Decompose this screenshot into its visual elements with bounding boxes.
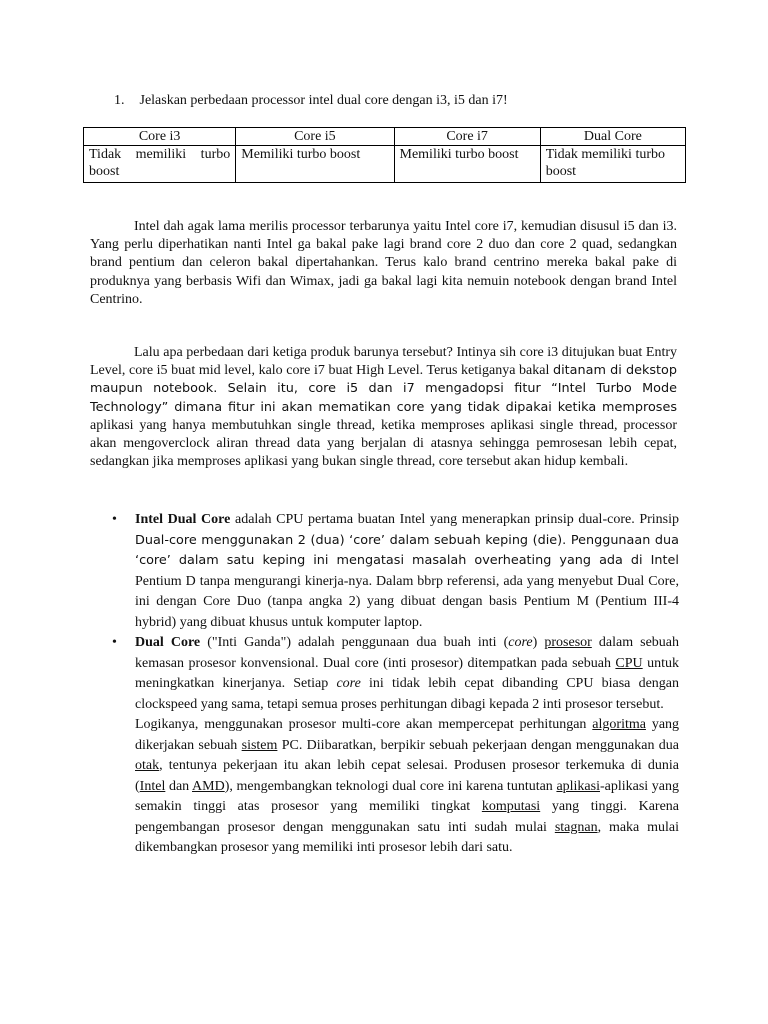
- question-text: Jelaskan perbedaan processor intel dual core dengan i3, i5 dan i7!: [139, 93, 508, 108]
- list-text: Pentium D tanpa mengurangi kinerja-nya. Dalam bbrp referensi, ada yang menyebut Dual Core, ini dengan Core Duo (tanpa angka 2) yang dibuat dengan basis Pentium M (Pentium III-4 hybrid) yang dibuat khusus untuk komputer laptop.: [135, 573, 679, 630]
- list-text: ), mengembangkan teknologi dual core ini karena tuntutan: [224, 778, 553, 794]
- list-text: Dual-core menggunakan 2 (dua) ‘core’ dalam sebuah keping (die). Penggunaan dua ‘core’ dalam satu keping ini mengatasi masalah overheating yang ada di Intel: [135, 532, 679, 568]
- term-intel-dual-core: Intel Dual Core: [135, 512, 231, 527]
- table-cell: Tidak memiliki turbo boost: [540, 146, 685, 183]
- paragraph-intro: Intel dah agak lama merilis processor terbarunya yaitu Intel core i7, kemudian disusul i5 dan i3. Yang perlu diperhatikan nanti Intel ga bakal pake lagi brand core 2 duo dan core 2 quad, sedangkan brand pentium dan celeron bakal dipertahankan. Terus kalo brand centrino mereka bakal pake di produknya yang berbasis Wifi dan Wimax, jadi ga bakal lagi kita nemuin notebook dengan brand Intel Centrino.: [90, 219, 677, 307]
- list-text: Logikanya, menggunakan prosesor multi-core akan mempercepat perhitungan: [135, 717, 587, 732]
- link-algoritma[interactable]: algoritma: [592, 717, 646, 732]
- link-sistem[interactable]: sistem: [241, 737, 278, 753]
- term-dual-core: Dual Core: [135, 635, 201, 650]
- link-intel[interactable]: Intel: [139, 778, 166, 794]
- bullet-icon: •: [112, 512, 117, 527]
- table-row: [84, 146, 686, 183]
- table-header-cell: Core i7: [394, 128, 540, 146]
- list-text: PC. Diibaratkan, berpikir sebuah pekerjaan dengan menggunakan dua: [281, 737, 680, 753]
- table-header-cell: Core i5: [236, 128, 394, 146]
- link-otak[interactable]: otak: [135, 758, 160, 773]
- paragraph-text: ditanam di dekstop maupun notebook. Selain itu, core i5 dan i7 mengadopsi fitur “Intel Turbo Mode Technology” dimana fitur ini akan mematikan core yang tidak dipakai ketika memproses: [90, 363, 677, 415]
- link-prosesor[interactable]: prosesor: [544, 635, 592, 650]
- paragraph-text: Lalu apa perbedaan dari ketiga produk barunya tersebut? Intinya sih core i3 ditujukan buat Entry Level, core i5 buat mid level, kalo core i7 buat High Level. Terus ketiganya bakal: [90, 345, 677, 379]
- list-text: ("Inti Ganda") adalah penggunaan dua buah inti (: [207, 635, 509, 650]
- link-aplikasi[interactable]: aplikasi: [556, 778, 600, 794]
- list-text: yang tinggi. Karena pengembangan prosesor dengan menggunakan satu inti sudah mulai: [135, 799, 680, 835]
- list-text: dalam sebuah kemasan prosesor konvensional. Dual core (inti prosesor) ditempatkan pada sebuah: [135, 635, 680, 671]
- question: [114, 93, 508, 109]
- bullet-icon: •: [112, 635, 117, 650]
- table-header-row: [84, 128, 686, 146]
- italic-core: core: [508, 635, 533, 650]
- list-item: [112, 633, 679, 715]
- link-amd[interactable]: AMD: [192, 778, 225, 794]
- table-cell: Memiliki turbo boost: [236, 146, 394, 183]
- comparison-table: [83, 127, 686, 183]
- list-text: -aplikasi yang semakin tinggi atas prosesor yang memiliki tingkat: [135, 778, 680, 814]
- list-text: dan: [168, 778, 190, 794]
- bullet-list: [112, 510, 679, 859]
- table-cell: Tidak memiliki turbo boost: [84, 146, 236, 183]
- italic-core: core: [336, 676, 361, 691]
- paragraph-text: aplikasi yang hanya membutuhkan single thread, ketika memproses aplikasi single thread, processor akan mengoverclock aliran thread data yang berjalan di atasnya sehingga pemrosesan lebih cepat, sedangkan jika memproses aplikasi yang bukan single thread, core tersebut akan hidup kembali.: [90, 417, 677, 470]
- list-text: adalah CPU pertama buatan Intel yang menerapkan prinsip dual-core. Prinsip: [234, 512, 680, 527]
- list-text: , tentunya pekerjaan itu akan lebih cepat selesai. Produsen prosesor terkemuka di dunia (: [135, 758, 679, 794]
- table-header-cell: Core i3: [84, 128, 236, 146]
- list-text: yang dikerjakan sebuah: [135, 717, 680, 753]
- list-item: [112, 510, 679, 633]
- list-text: untuk meningkatkan kinerjanya. Setiap: [135, 655, 680, 691]
- link-stagnan[interactable]: stagnan: [554, 819, 598, 835]
- link-komputasi[interactable]: komputasi: [481, 799, 541, 814]
- table-header-cell: Dual Core: [540, 128, 685, 146]
- question-number: 1.: [114, 93, 125, 108]
- list-text: , maka mulai dikembangkan prosesor yang memiliki inti prosesor lebih dari satu.: [135, 819, 680, 855]
- paragraph-comparison: [90, 344, 677, 471]
- table-cell: Memiliki turbo boost: [394, 146, 540, 183]
- link-cpu[interactable]: CPU: [615, 655, 643, 671]
- list-text: ): [532, 635, 538, 650]
- list-item-continuation: [112, 715, 679, 859]
- list-text: ini tidak lebih cepat dibanding CPU biasa dengan clockspeed yang sama, tetapi semua proses perhitungan dibagi kepada 2 inti prosesor tersebut.: [135, 676, 680, 712]
